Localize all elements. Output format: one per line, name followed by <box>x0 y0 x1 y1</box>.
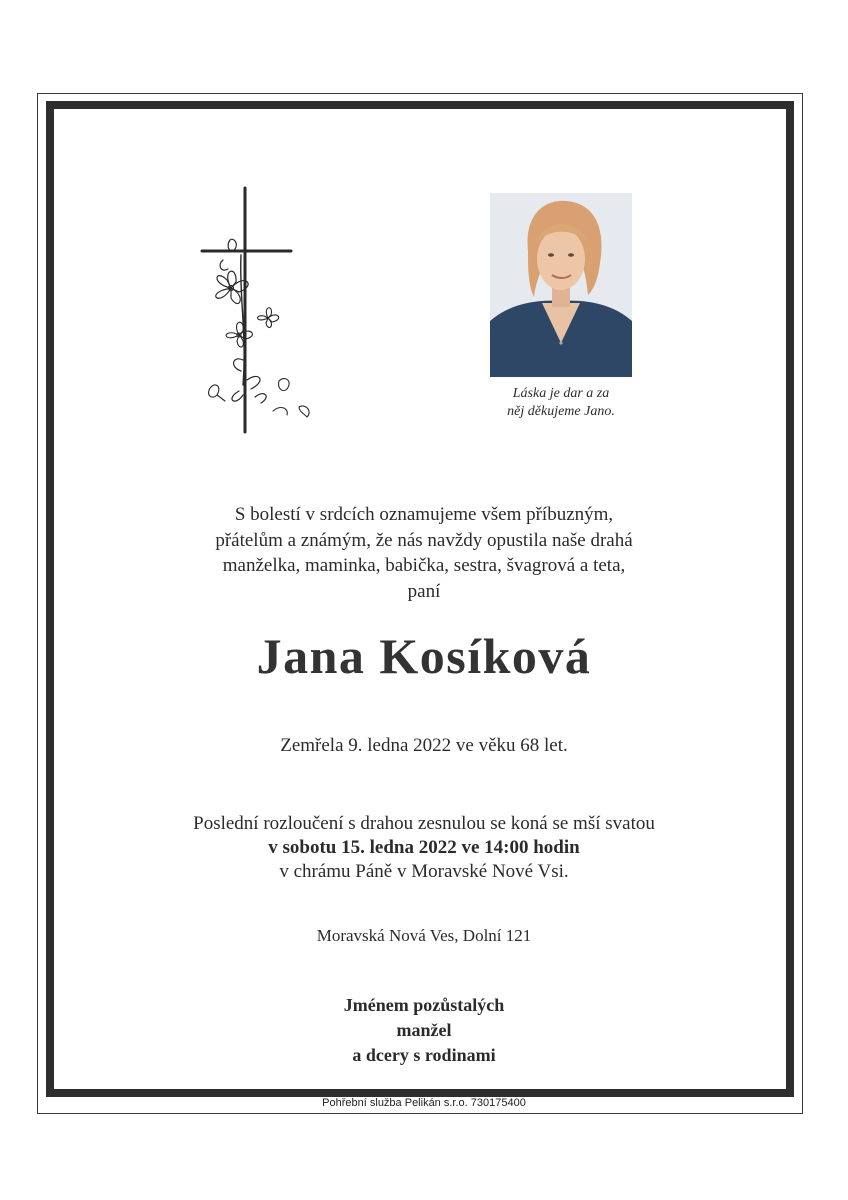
announcement-line: paní <box>407 580 441 602</box>
announcement-line: přátelům a známým, že nás navždy opustila naše drahá <box>215 529 633 551</box>
funeral-date: v sobotu 15. ledna 2022 ve 14:00 hodin <box>268 837 580 858</box>
funeral-service-footer: Pohřební služba Pelikán s.r.o. 730175400 <box>322 1097 526 1109</box>
announcement-text <box>100 502 748 604</box>
signature-line: manžel <box>396 1020 452 1040</box>
photo-caption <box>470 385 652 421</box>
announcement-line: manželka, maminka, babička, sestra, švagrová a teta, <box>222 555 626 576</box>
portrait-photo <box>490 193 632 377</box>
funeral-details <box>100 812 748 884</box>
cross-with-flowers-icon <box>195 185 325 435</box>
announcement-line: S bolestí v srdcích oznamujeme všem příbuzným, <box>234 504 614 525</box>
signature-block <box>100 993 748 1068</box>
photo-caption-line: něj děkujeme Jano. <box>507 404 615 419</box>
address: Moravská Nová Ves, Dolní 121 <box>316 926 532 945</box>
deceased-name: Jana Kosíková <box>256 628 592 684</box>
signature-line: a dcery s rodinami <box>352 1045 496 1065</box>
funeral-line: Poslední rozloučení s drahou zesnulou se koná se mší svatou <box>193 813 655 834</box>
photo-caption-line: Láska je dar a za <box>512 386 610 401</box>
death-notice: Zemřela 9. ledna 2022 ve věku 68 let. <box>280 735 568 756</box>
signature-line: Jménem pozůstalých <box>343 995 505 1015</box>
funeral-location: v chrámu Páně v Moravské Nové Vsi. <box>279 861 569 882</box>
